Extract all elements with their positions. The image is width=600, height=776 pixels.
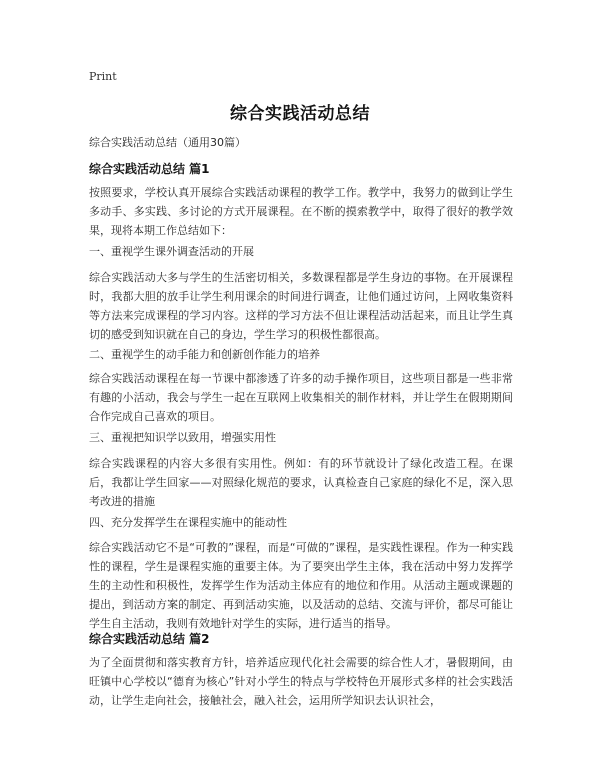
section-4-heading: 四、充分发挥学生在课程实施中的能动性: [89, 516, 287, 529]
page-title: 综合实践活动总结: [230, 104, 370, 124]
section-1-paragraph: 综合实践活动大多与学生的生活密切相关，多数课程都是学生身边的事物。在开展课程时，我都大胆的放手让学生利用课余的时间进行调查，让他们通过访问，上网收集资料等方法来完成课程的学习内容。这样的学习方法不但让课程活动活起来，而且让学生真切的感受到知识就在自己的身边，学生学习的积极性都很高。: [89, 271, 513, 341]
section-2-heading: 二、重视学生的动手能力和创新创作能力的培养: [89, 348, 320, 361]
print-link[interactable]: Print: [89, 70, 117, 83]
section-2-paragraph: 综合实践活动课程在每一节课中都渗透了许多的动手操作项目，这些项目都是一些非常有趣的小活动，我会与学生一起在互联网上收集相关的制作材料，并让学生在假期期间合作完成自己喜欢的项目。: [89, 372, 513, 423]
section-3-paragraph: 综合实践课程的内容大多很有实用性。例如：有的环节就设计了绿化改造工程。在课后，我都让学生回家——对照绿化规范的要求，认真检查自己家庭的绿化不足，深入思考改进的措施: [89, 457, 513, 508]
article-2-intro: 为了全面贯彻和落实教育方针，培养适应现代化社会需要的综合性人才，暑假期间，由旺镇中心学校以“德育为核心”针对小学生的特点与学校特色开展形式多样的社会实践活动，让学生走向社会，接触社会，融入社会，运用所学知识去认识社会，: [89, 656, 513, 707]
article-1-intro: 按照要求，学校认真开展综合实践活动课程的教学工作。教学中，我努力的做到让学生多动手、多实践、多讨论的方式开展课程。在不断的摸索教学中，取得了很好的教学效果，现将本期工作总结如下：: [89, 186, 513, 237]
section-1-heading: 一、重视学生课外调查活动的开展: [89, 245, 254, 258]
document-subtitle: 综合实践活动总结（通用30篇）: [89, 136, 246, 149]
article-2-heading: 综合实践活动总结 篇2: [89, 632, 210, 646]
section-4-paragraph: 综合实践活动它不是“可教的”课程，而是“可做的”课程，是实践性课程。作为一种实践性的课程，学生是课程实施的重要主体。为了要突出学生主体，我在活动中努力发挥学生的主动性和积极性，发挥学生作为活动主体应有的地位和作用。从活动主题或课题的提出，到活动方案的制定、再到活动实施，以及活动的总结、交流与评价，都尽可能让学生自主活动，我则有效地针对学生的实际，进行适当的指导。: [89, 541, 513, 630]
section-3-heading: 三、重视把知识学以致用，增强实用性: [89, 431, 276, 444]
article-1-heading: 综合实践活动总结 篇1: [89, 162, 210, 176]
